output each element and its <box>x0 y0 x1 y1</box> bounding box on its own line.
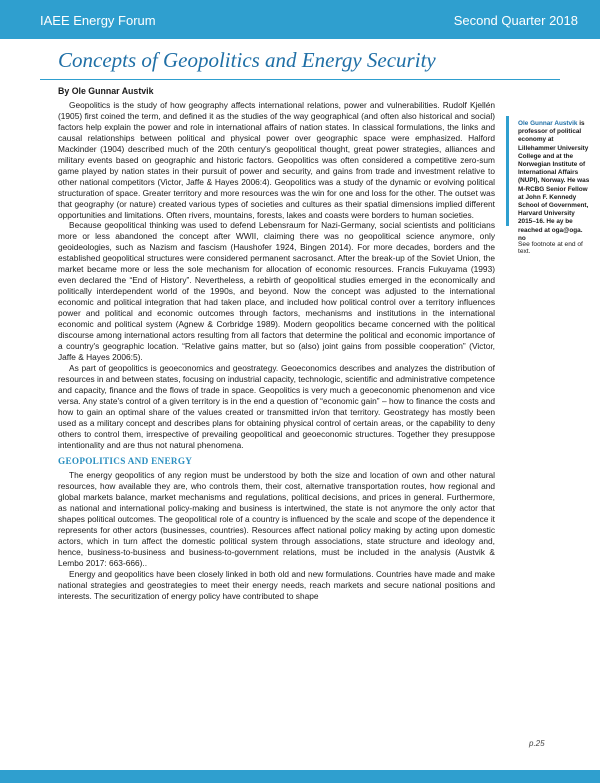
page-header <box>0 0 600 39</box>
footnote-reference: See footnote at end of text. <box>518 241 583 255</box>
paragraph: Because geopolitical thinking was used to defend Lebensraum for Nazi-Germany, social scientists and politicians more or less abandoned the concept after WWII, claiming there was no geopolitical science anymore, only geoideologies, such as Nazism and fascism (Haushofer 1924, Bingen 2014). For more decades, borders and the established geopolitical structures were considered permanent sacrosanct. After the break-up of the Soviet Union, the market became more or less the sole mechanism for allocation of economic resources. Francis Fukuyama (1993) even declared the “End of History”. Nevertheless, a rebirth of geopolitical studies emerged in the economically and politically interdependent world of the 1990s, and beyond. Now the concept was adjusted to the international economic and political integration that had taken place, and included how political control over a territory influences power and political and economic outcomes through factors, mechanisms and institutions in the international economic and political system (Agnew & Corbridge 1989). Modern geopolitics became concerned with the political discourse among international actors resulting from all factors that determine the political and economic importance of a country's geographic location. “Relative gains matter, but so (also) joint gains from possible cooperation” (Victor, Jaffe & Hayes 2006:5). <box>58 220 495 362</box>
title-divider <box>40 79 560 80</box>
issue-date: Second Quarter 2018 <box>453 13 578 28</box>
section-heading: GEOPOLITICS AND ENERGY <box>58 455 193 466</box>
author-bio-text: is professor of political economy at Lillehammer University College and at the Norwegian Institute of International Affairs (NUPI), Norway. He was M-RCBG Senior Fellow at John F. Kennedy School of Government, Harvard University 2015–16. He ay be reached at oga@oga. no <box>518 120 590 242</box>
page-number: p.25 <box>529 739 545 748</box>
page-footer-bar <box>0 770 600 783</box>
paragraph: The energy geopolitics of any region must be understood by both the size and location of own and other natural resources, how available they are, who controls them, their cost, alternative transportation routes, how regional and global markets balance, market mechanisms and regulations, political decisions, and prices in general. Furthermore, as national and international policy-making and business is intertwined, the state is not anymore the only actor that shapes political outcomes. The geopolitical role of a country is influenced by the scale and scope of the dependence it represents for other actors (businesses, countries). Resources affect national policy making by acting upon domestic actors, which in turn affect the domestic political system through associations, state structure and ideology and, hence, business-to-business and business-to-government relations, must be included in the analysis (Austvik & Lembo 2017: 663-666).. <box>58 470 495 569</box>
author-bio <box>518 120 592 243</box>
article-byline: By Ole Gunnar Austvik <box>58 86 154 96</box>
paragraph: Energy and geopolitics have been closely linked in both old and new formulations. Countries have made and make national strategies and geostrategies to meet their energy needs, reach markets and secure national positions and interests. The securitization of energy policy have contributed to shape <box>58 569 495 601</box>
article-title: Concepts of Geopolitics and Energy Security <box>58 48 436 72</box>
article-body <box>58 100 495 602</box>
paragraph: Geopolitics is the study of how geography affects international relations, power and vulnerabilities. Rudolf Kjellén (1905) first coined the term, and defined it as the studies of the way geographical (and often also historical and social) factors help explain the power and role in international affairs of nation states. In classical formulations, the links and causal relationships between political and physical power over geographic space were emphasized. Halford Mackinder (1904) described much of the 20th century's geopolitical thought, great power strategies, alliances and military events based on geographic and historic factors. Geopolitics was often considered a competitive zero-sum game played by nation states in their pursuit of power and security, and gains from trade and investment relative to other national competitors (Victor, Jaffe & Hayes 2006:4). Geopolitics was a study of the dynamic or evolving political structuration of space. Greater territory and more resources was the win for one and loss for the other. The outset was that geography (or nature) created various types of societies and cultures as their spatial dimensions implied different opportunities and limitations. Often rivers, mountains, forests, lakes and coasts were borders to human societies. <box>58 100 495 220</box>
publication-name: IAEE Energy Forum <box>40 13 156 28</box>
author-name: Ole Gunnar Austvik <box>518 120 578 127</box>
paragraph: As part of geopolitics is geoeconomics and geostrategy. Geoeconomics describes and analyzes the distribution of resources in and between states, focusing on industrial capacity, technologic, scientific and administrative competence and capacity, finance and the flows of trade in space. Geopolitics is very much a geoeconomic phenomenon and vice versa. Any state's control of a given territory is in the end a question of “economic gain” – how to finance the costs and how to gain an optimal share of the values created or transmitted in/on that territory. Geostrategy has mostly been used as a military concept and describes plans for obtaining physical control of certain areas, or the capability to deny others to control them, irrespective of prevailing geopolitical and geoeconomic structures. Together they presuppose intentionality and are thus not natural phenomena. <box>58 362 495 450</box>
